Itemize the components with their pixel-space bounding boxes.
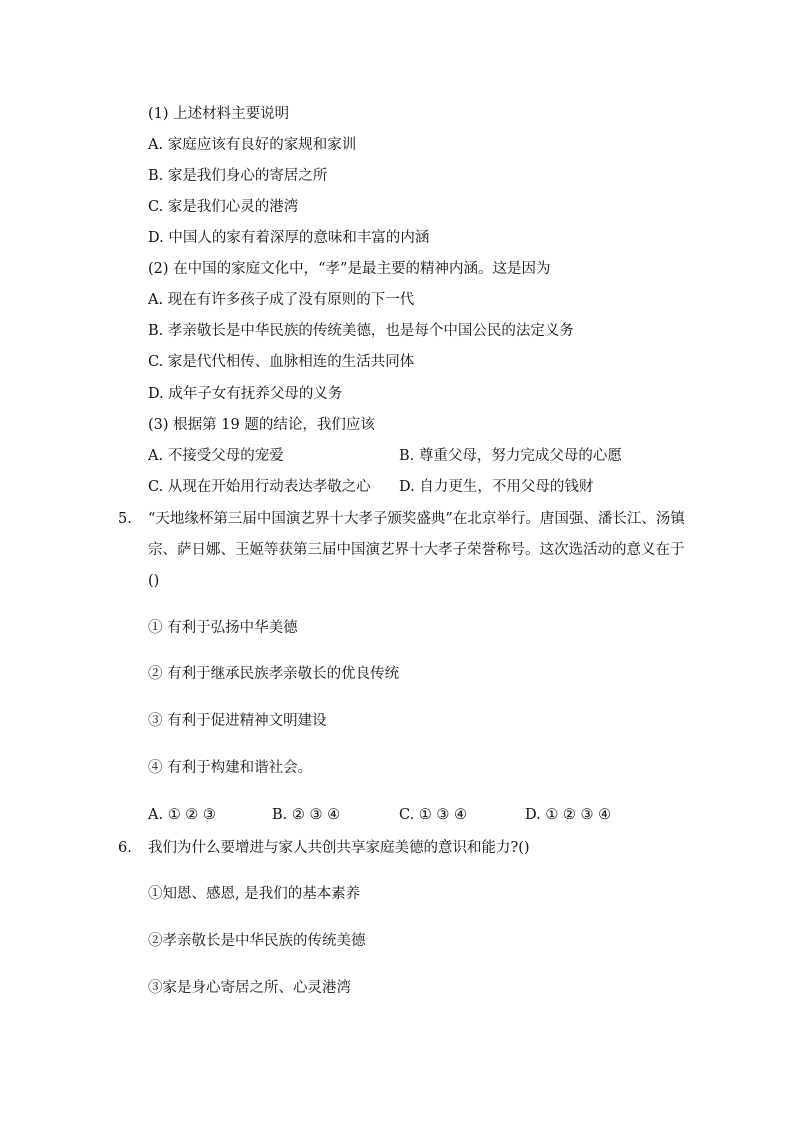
sub1-option-d: D. 中国人的家有着深厚的意味和丰富的内涵	[148, 230, 430, 246]
sub1-option-a: A. 家庭应该有良好的家规和家训	[148, 137, 357, 153]
q6-statement-3: ③家是身心寄居之所、心灵港湾	[148, 980, 351, 996]
q5-statement-1: ① 有利于弘扬中华美德	[148, 620, 298, 636]
q6-statement-2: ②孝亲敬长是中华民族的传统美德	[148, 933, 366, 949]
q5-statement-4: ④ 有利于构建和谐社会。	[148, 760, 313, 776]
q6-statement-1: ①知恩、感恩, 是我们的基本素养	[148, 886, 361, 902]
q5-statement-2: ② 有利于继承民族孝亲敬长的优良传统	[148, 666, 400, 682]
q5-statement-3: ③ 有利于促进精神文明建设	[148, 713, 327, 729]
sub3-option-d: D. 自力更生，不用父母的钱财	[399, 479, 594, 495]
sub1-option-c: C. 家是我们心灵的港湾	[148, 199, 299, 215]
sub2-option-a: A. 现在有许多孩子成了没有原则的下一代	[148, 292, 415, 308]
sub2-option-c: C. 家是代代相传、血脉相连的生活共同体	[148, 354, 415, 370]
q5-option-d: D. ① ② ③ ④	[525, 807, 612, 823]
sub1-stem: (1) 上述材料主要说明	[148, 106, 290, 122]
sub3-stem: (3) 根据第 19 题的结论，我们应该	[148, 417, 375, 433]
q5-option-a: A. ① ② ③	[148, 807, 216, 823]
q6-text: 我们为什么要增进与家人共创共享家庭美德的意识和能力?()	[148, 840, 530, 856]
q6-number: 6.	[118, 840, 132, 856]
sub2-option-d: D. 成年子女有抚养父母的义务	[148, 386, 343, 402]
sub2-option-b: B. 孝亲敬长是中华民族的传统美德，也是每个中国公民的法定义务	[148, 323, 574, 339]
sub3-option-a: A. 不接受父母的宠爱	[148, 448, 284, 464]
q5-text-line-3: ()	[148, 573, 160, 589]
q5-number: 5.	[118, 511, 132, 527]
sub2-stem: (2) 在中国的家庭文化中，“孝”是最主要的精神内涵。这是因为	[148, 261, 551, 277]
sub3-option-b: B. 尊重父母，努力完成父母的心愿	[399, 448, 622, 464]
sub1-option-b: B. 家是我们身心的寄居之所	[148, 168, 328, 184]
q5-text-line-1: “天地缘杯第三届中国演艺界十大孝子颁奖盛典”在北京举行。唐国强、潘长江、汤镇	[148, 511, 685, 527]
q5-option-c: C. ① ③ ④	[399, 807, 468, 823]
q5-text-line-2: 宗、萨日娜、王姬等获第三届中国演艺界十大孝子荣誉称号。这次选活动的意义在于	[148, 542, 685, 558]
sub3-option-c: C. 从现在开始用行动表达孝敬之心	[148, 479, 371, 495]
q5-option-b: B. ② ③ ④	[272, 807, 341, 823]
